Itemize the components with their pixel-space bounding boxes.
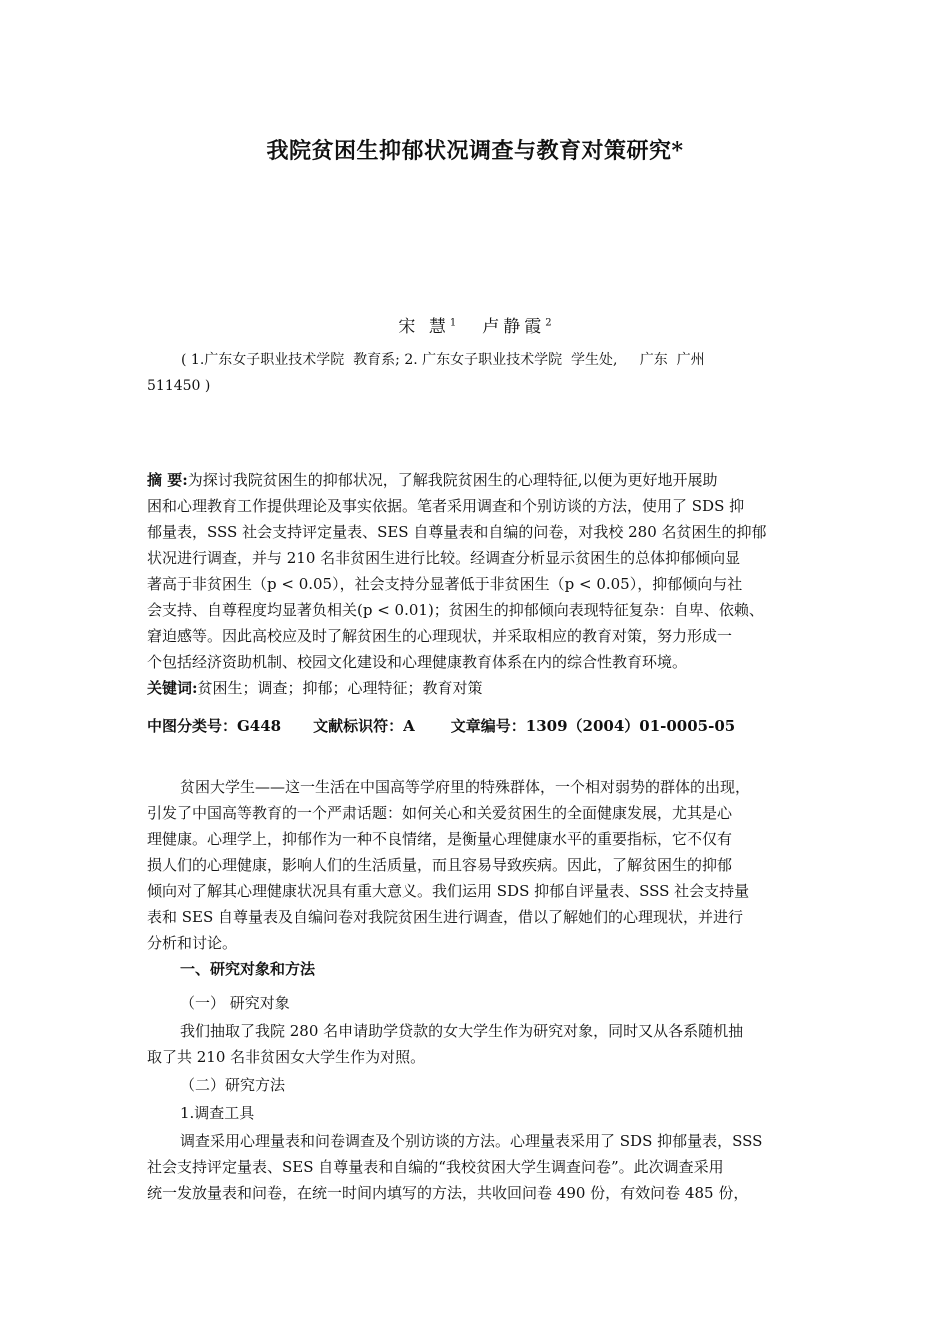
abstract-line: 困和心理教育工作提供理论及事实依据。笔者采用调查和个别访谈的方法，使用了 SDS 抑: [147, 497, 745, 515]
body-line: 理健康。心理学上，抑郁作为一种不良情绪，是衡量心理健康水平的重要指标，它不仅有: [147, 830, 733, 848]
subsection-heading: （一） 研究对象: [180, 994, 290, 1012]
body-line: 贫困大学生——这一生活在中国高等学府里的特殊群体，一个相对弱势的群体的出现，: [180, 778, 751, 796]
section-heading: 一、研究对象和方法: [180, 960, 316, 978]
author-1-affil-mark: 1: [449, 317, 457, 329]
abstract-line: 窘迫感等。因此高校应及时了解贫困生的心理现状，并采取相应的教育对策，努力形成一: [147, 627, 733, 645]
body-line: 我们抽取了我院 280 名申请助学贷款的女大学生作为研究对象，同时又从各系随机抽: [180, 1022, 744, 1040]
abstract-line: 个包括经济资助机制、校园文化建设和心理健康教育体系在内的综合性教育环境。: [147, 653, 688, 671]
abstract-line: 著高于非贫困生（p < 0.05），社会支持分显著低于非贫困生（p < 0.05），抑郁倾向与社: [147, 575, 743, 593]
classification-line: [147, 713, 815, 739]
article-number: 文章编号：1309（2004）01-0005-05: [450, 717, 736, 735]
author-line: [0, 312, 950, 337]
abstract-line: 郁量表，SSS 社会支持评定量表、SES 自尊量表和自编的问卷，对我校 280 名贫困生的抑郁: [147, 523, 767, 541]
body-line: 统一发放量表和问卷，在统一时间内填写的方法，共收回问卷 490 份，有效问卷 485 份，: [147, 1184, 749, 1202]
subsection-heading: （二）研究方法: [180, 1076, 286, 1094]
abstract-line: 会支持、自尊程度均显著负相关(p < 0.01)；贫困生的抑郁倾向表现特征复杂：自卑、依赖、: [147, 601, 764, 619]
body-line: 分析和讨论。: [147, 934, 238, 952]
body-line: 倾向对了解其心理健康状况具有重大意义。我们运用 SDS 抑郁自评量表、SSS 社会支持量: [147, 882, 750, 900]
item-heading: 1.调查工具: [180, 1104, 255, 1122]
body-line: 表和 SES 自尊量表及自编问卷对我院贫困生进行调查，借以了解她们的心理现状，并进行: [147, 908, 744, 926]
abstract-line: 状况进行调查，并与 210 名非贫困生进行比较。经调查分析显示贫困生的总体抑郁倾向显: [147, 549, 741, 567]
keywords-label: 关键词:: [147, 679, 198, 697]
clc-number: 中图分类号：G448: [147, 717, 282, 735]
abstract-line: 摘 要:为探讨我院贫困生的抑郁状况，了解我院贫困生的心理特征,以便为更好地开展助: [147, 471, 718, 489]
document-code: 文献标识符：A: [313, 717, 415, 735]
affiliation-line-2: 511450 ): [147, 378, 211, 394]
body-line: 引发了中国高等教育的一个严肃话题：如何关心和关爱贫困生的全面健康发展，尤其是心: [147, 804, 733, 822]
abstract-label: 摘 要:: [147, 471, 188, 489]
body-line: 调查采用心理量表和问卷调查及个别访谈的方法。心理量表采用了 SDS 抑郁量表，SSS: [180, 1132, 763, 1150]
paper-title: 我院贫困生抑郁状况调查与教育对策研究*: [266, 138, 684, 164]
author-2-affil-mark: 2: [545, 317, 552, 329]
body-line: 取了共 210 名非贫困女大学生作为对照。: [147, 1048, 426, 1066]
author-1: 宋 慧: [398, 317, 450, 337]
affiliation-line-1: ( 1.广东女子职业技术学院 教育系; 2. 广东女子职业技术学院 学生处, 广东 广州: [181, 352, 705, 368]
author-2: 卢静霞: [482, 317, 546, 337]
body-line: 损人们的心理健康，影响人们的生活质量，而且容易导致疾病。因此，了解贫困生的抑郁: [147, 856, 733, 874]
body-line: 社会支持评定量表、SES 自尊量表和自编的“我校贫困大学生调查问卷”。此次调查采用: [147, 1158, 724, 1176]
keywords-line: [147, 675, 815, 701]
keywords-text: 贫困生；调查；抑郁；心理特征；教育对策: [197, 679, 483, 697]
